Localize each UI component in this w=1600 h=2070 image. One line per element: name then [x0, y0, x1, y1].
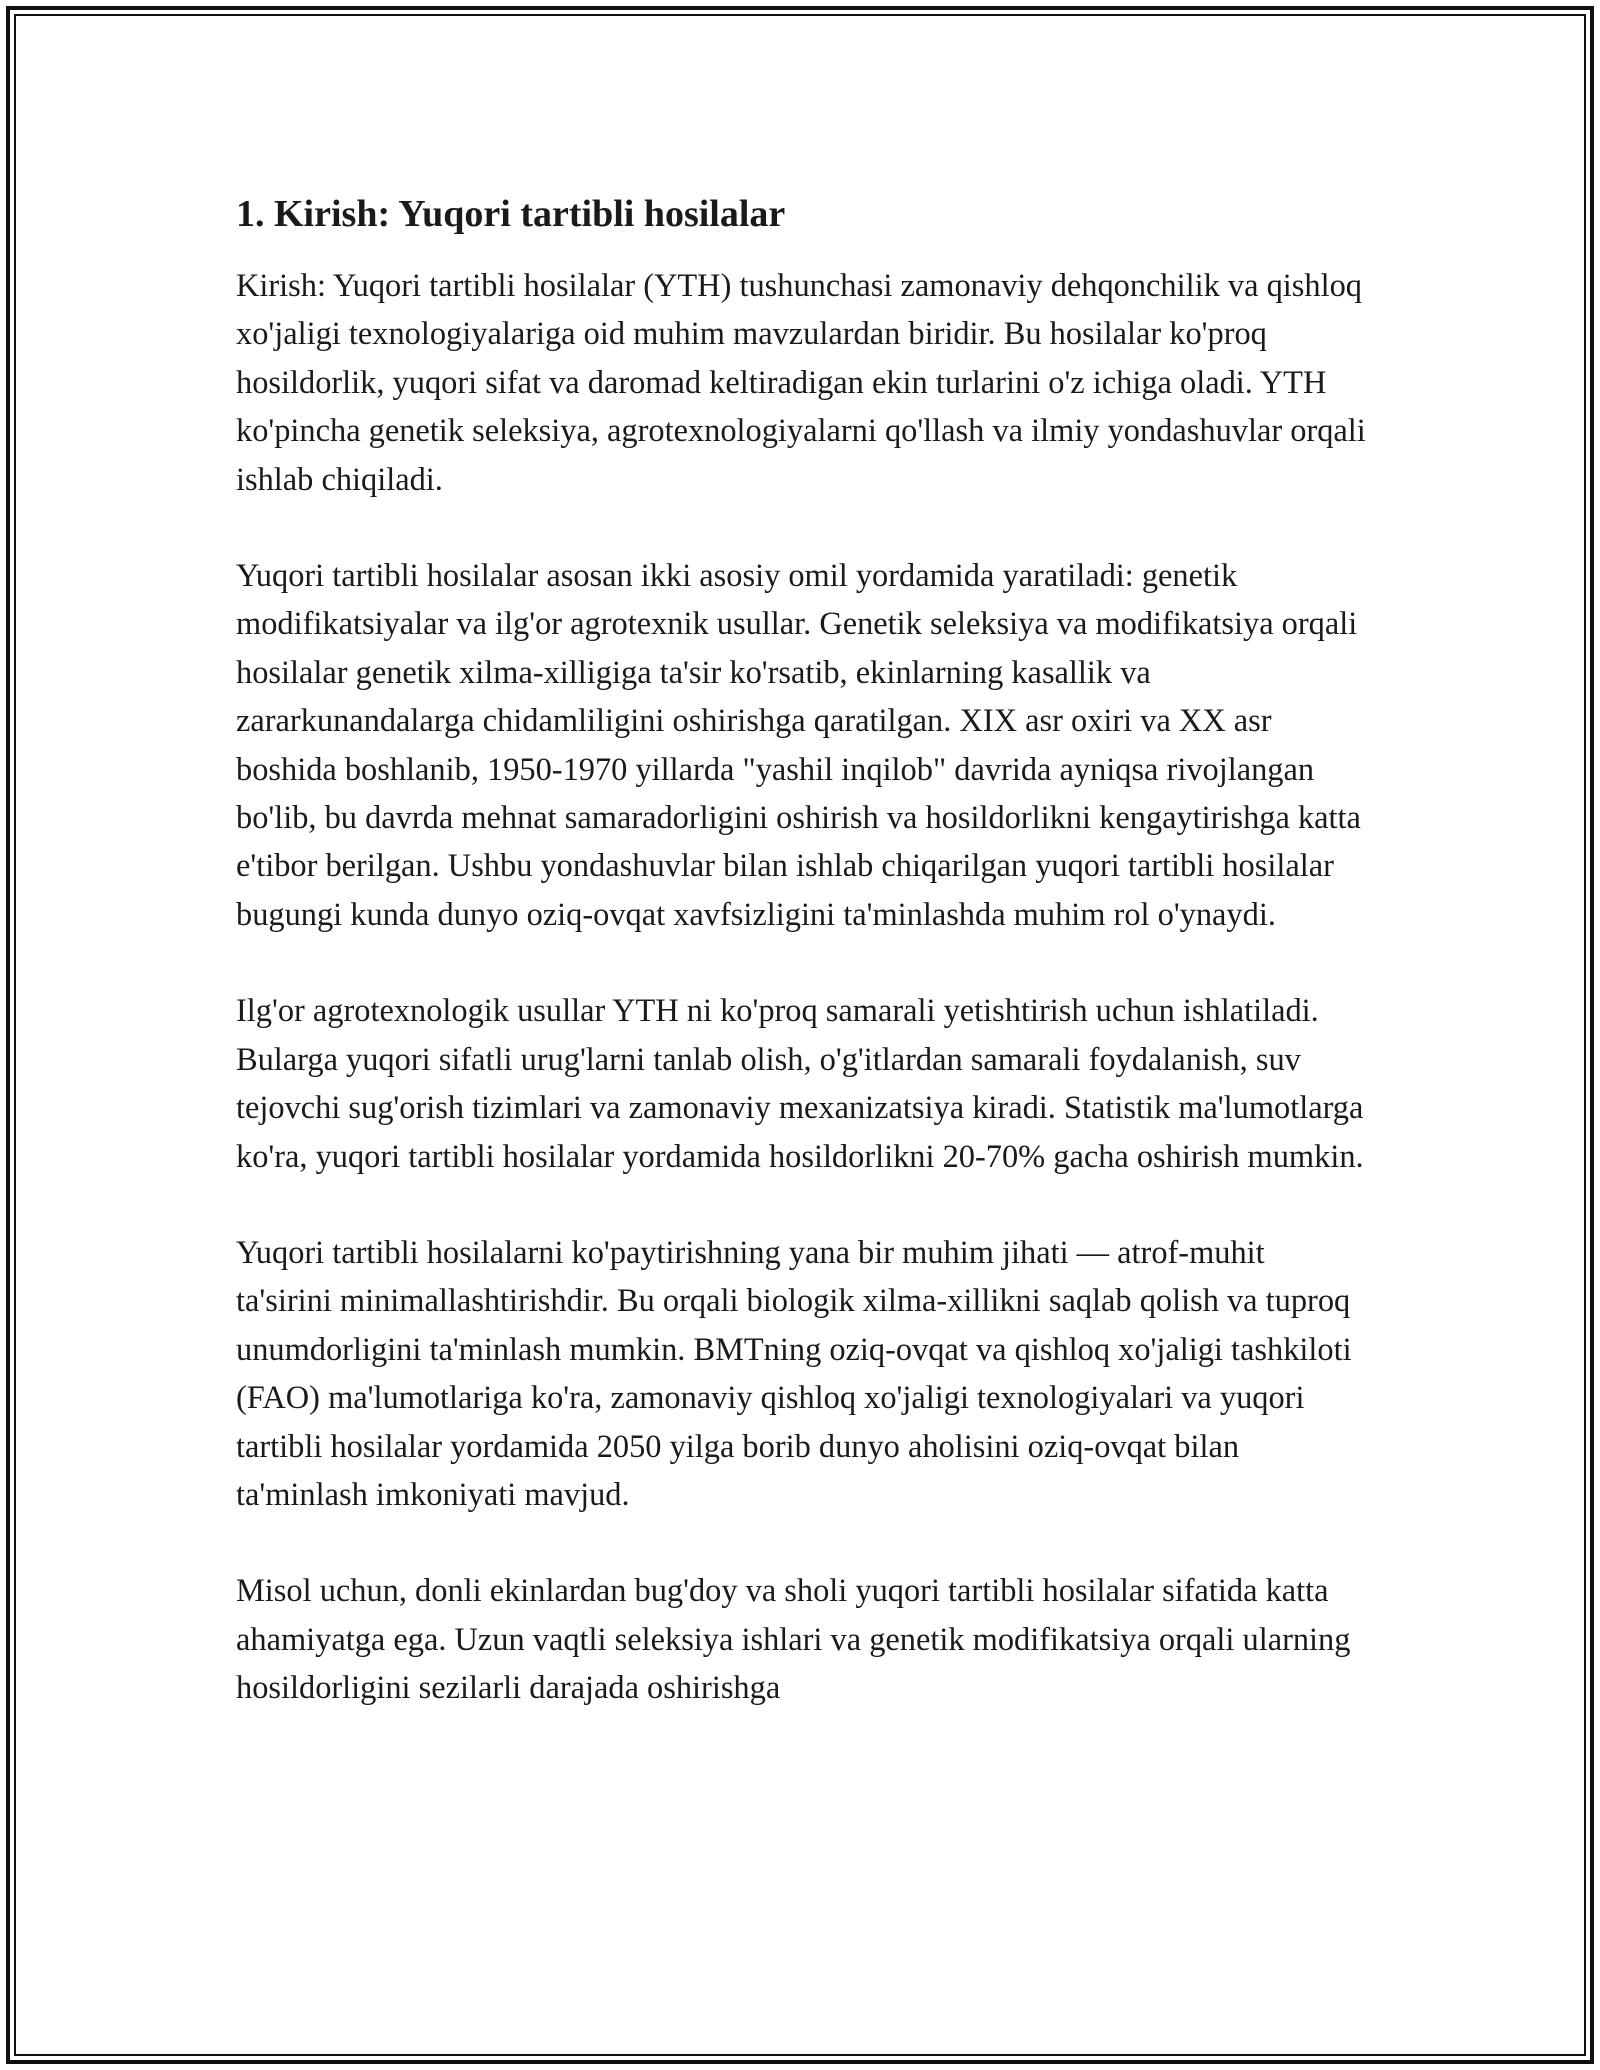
paragraph-intro: Kirish: Yuqori tartibli hosilalar (YTH) tushunchasi zamonaviy dehqonchilik va qishloq xo'jaligi texnologiyalariga oid muhim mavzulardan biridir. Bu hosilalar ko'proq hosildorlik, yuqori sifat va daromad keltiradigan ekin turlarini o'z ichiga oladi. YTH ko'pincha genetik seleksiya, agrotexnologiyalarni qo'llash va ilmiy yondashuvlar orqali ishlab chiqiladi. [236, 268, 1366, 498]
section-title: 1. Kirish: Yuqori tartibli hosilalar [236, 193, 786, 235]
paragraph-agrotech-methods: Ilg'or agrotexnologik usullar YTH ni ko'proq samarali yetishtirish uchun ishlatiladi. Bularga yuqori sifatli urug'larni tanlab olish, o'g'itlardan samarali foydalanish, suv tejovchi sug'orish tizimlari va zamonaviy mexanizatsiya kiradi. Statistik ma'lumotlarga ko'ra, yuqori tartibli hosilalar yordamida hosildorlikni 20-70% gacha oshirish mumkin. [236, 993, 1364, 1175]
paragraph-genetic-methods: Yuqori tartibli hosilalar asosan ikki asosiy omil yordamida yaratiladi: genetik modifikatsiyalar va ilg'or agrotexnik usullar. Genetik seleksiya va modifikatsiya orqali hosilalar genetik xilma-xilligiga ta'sir ko'rsatib, ekinlarning kasallik va zararkunandalarga chidamliligini oshirishga qaratilgan. XIX asr oxiri va XX asr boshida boshlanib, 1950-1970 yillarda "yashil inqilob" davrida ayniqsa rivojlangan bo'lib, bu davrda mehnat samaradorligini oshirish va hosildorlikni kengaytirishga katta e'tibor berilgan. Ushbu yondashuvlar bilan ishlab chiqarilgan yuqori tartibli hosilalar bugungi kunda dunyo oziq-ovqat xavfsizligini ta'minlashda muhim rol o'ynaydi. [236, 558, 1361, 933]
document-body [236, 186, 1366, 1761]
paragraph-example: Misol uchun, donli ekinlardan bug'doy va sholi yuqori tartibli hosilalar sifatida katta ahamiyatga ega. Uzun vaqtli seleksiya ishlari va genetik modifikatsiya orqali ularning hosildorligini sezilarli darajada oshirishga [236, 1573, 1351, 1707]
paragraph-environment: Yuqori tartibli hosilalarni ko'paytirishning yana bir muhim jihati — atrof-muhit ta'sirini minimallashtirishdir. Bu orqali biologik xilma-xillikni saqlab qolish va tuproq unumdorligini ta'minlash mumkin. BMTning oziq-ovqat va qishloq xo'jaligi tashkiloti (FAO) ma'lumotlariga ko'ra, zamonaviy qishloq xo'jaligi texnologiyalari va yuqori tartibli hosilalar yordamida 2050 yilga borib dunyo aholisini oziq-ovqat bilan ta'minlash imkoniyati mavjud. [236, 1234, 1352, 1513]
